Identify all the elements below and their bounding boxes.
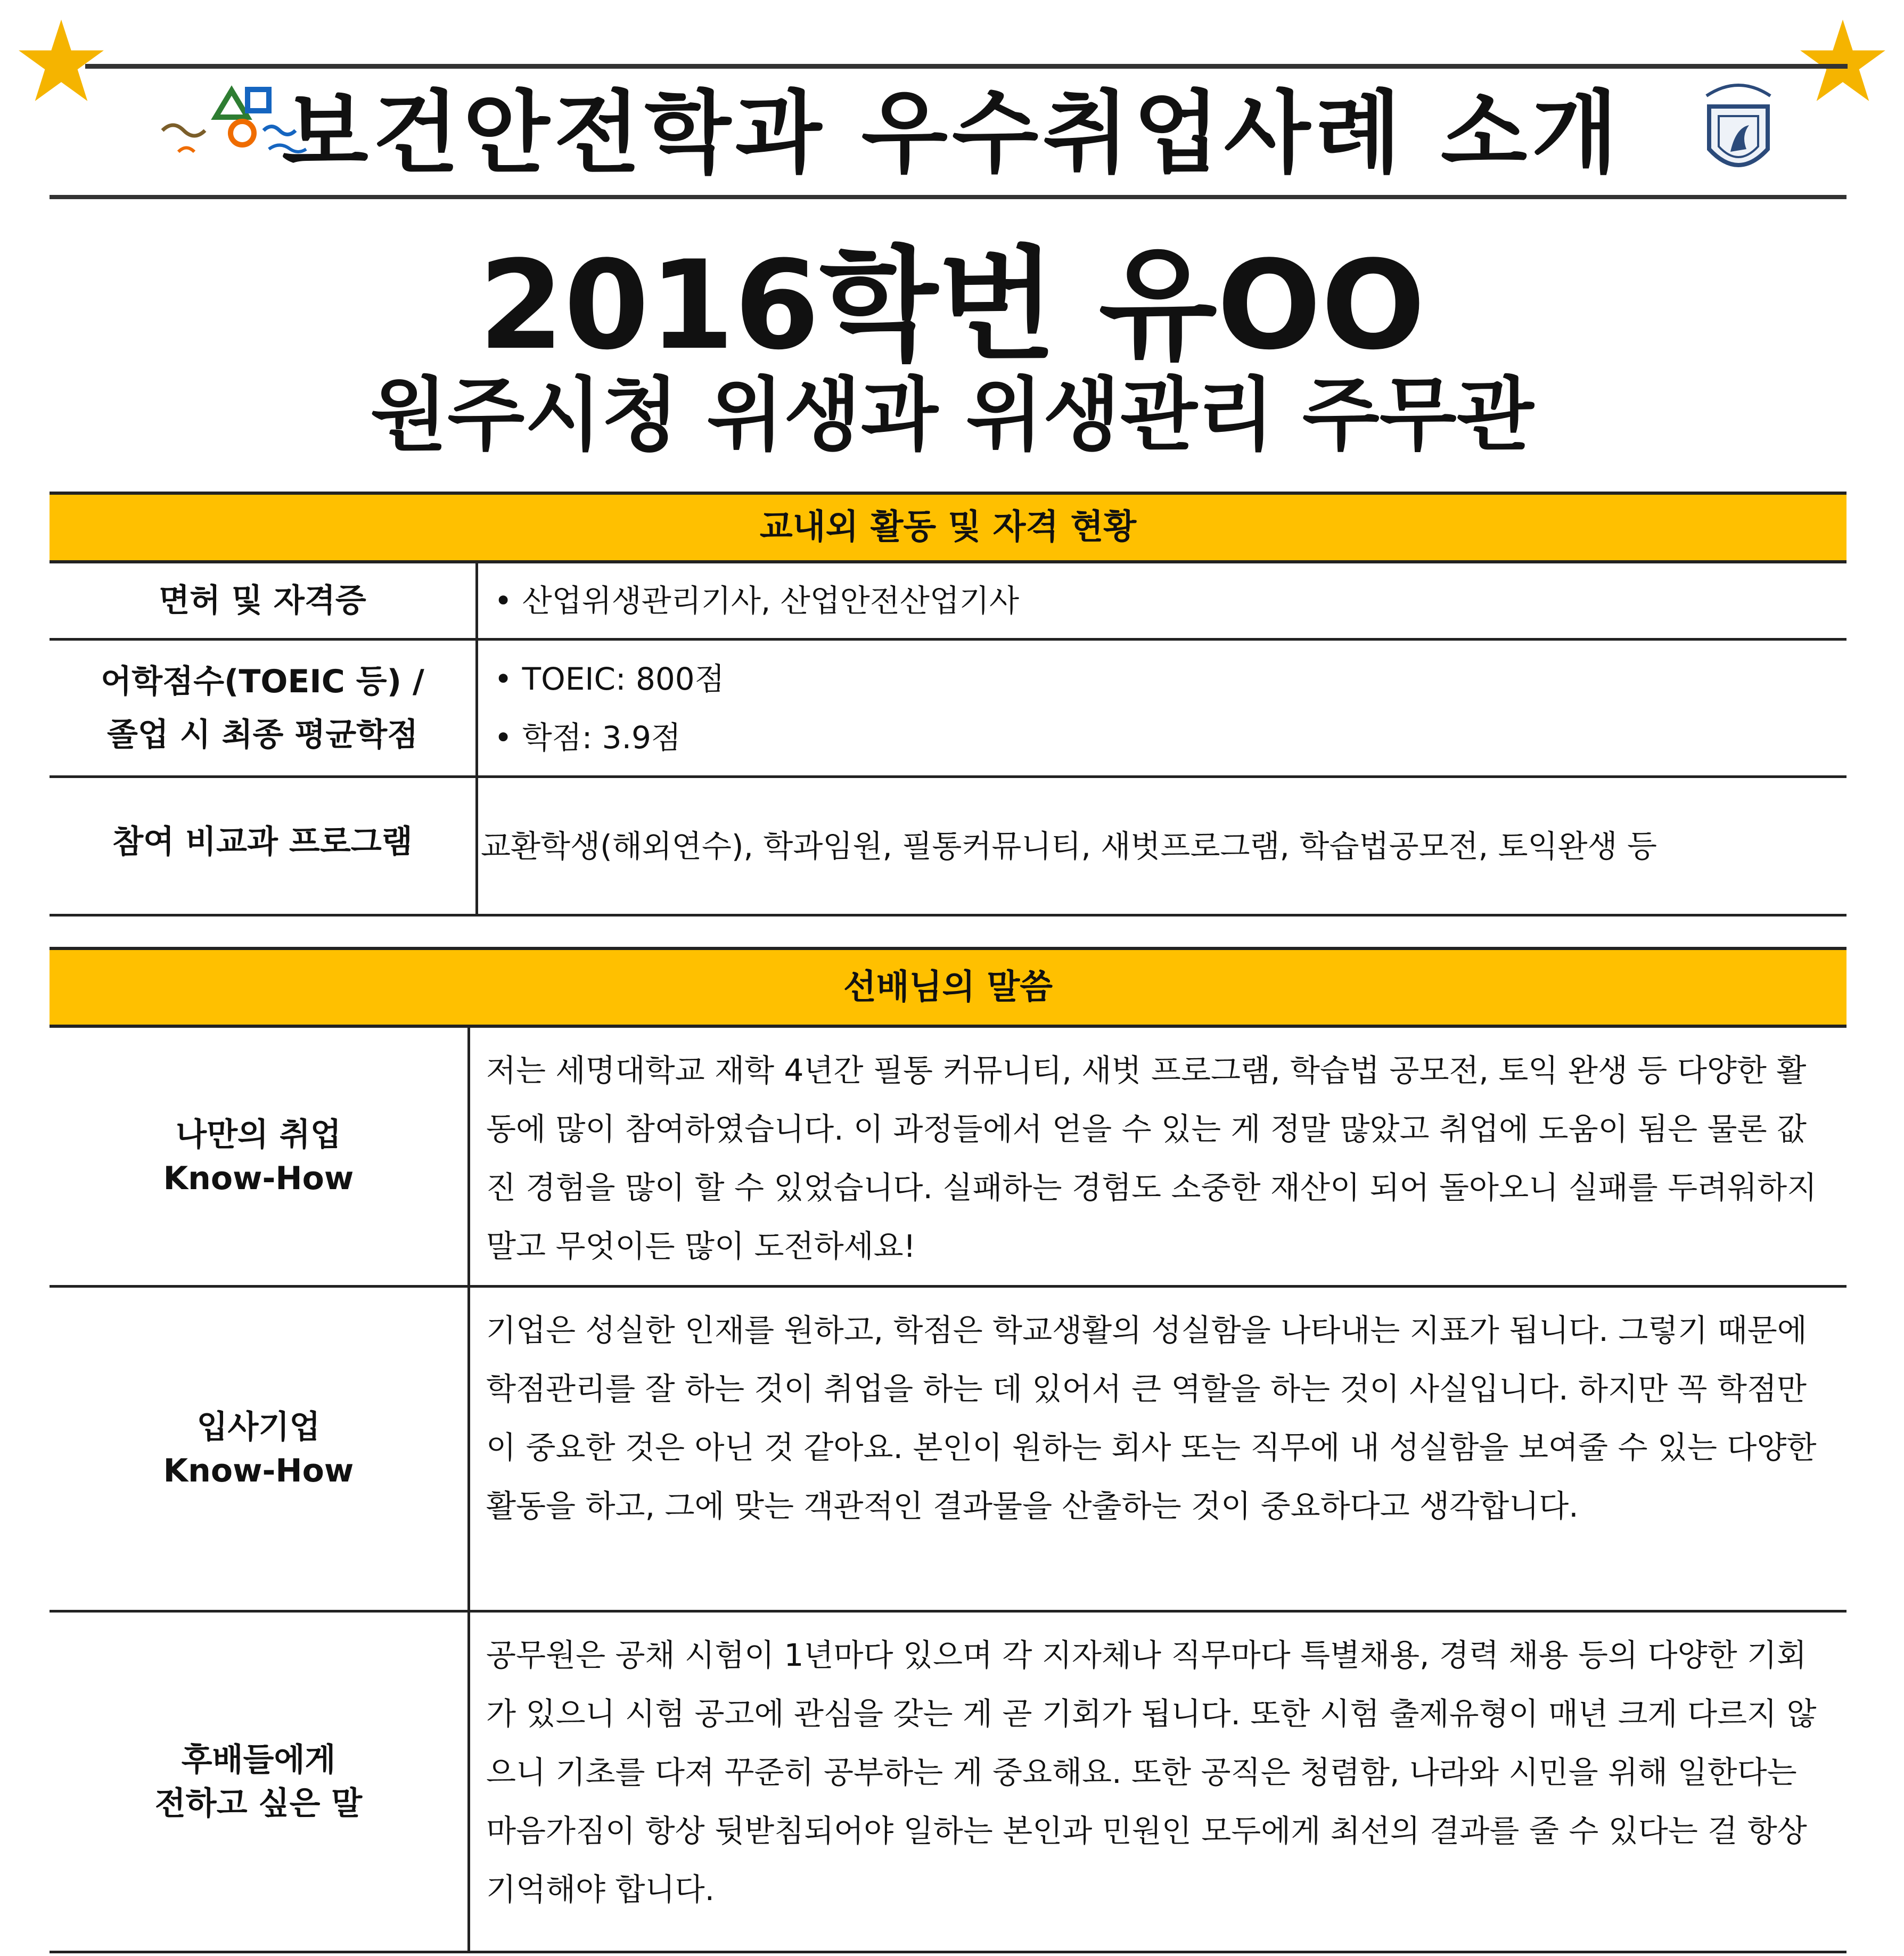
activities-heading: 교내외 활동 및 자격 현황: [50, 492, 1846, 563]
row-label-line: 전하고 싶은 말: [154, 1785, 363, 1822]
row-value-line: 교환학생(해외연수), 학과임원, 필통커뮤니티, 새벗프로그램, 학습법공모전, 토익완생 등: [481, 828, 1657, 864]
row-label: [50, 1028, 470, 1285]
row-value-line: 마음가짐이 항상 뒷받침되어야 일하는 본인과 민원인 모두에게 최선의 결과를 줄 수 있다는 걸 항상: [486, 1813, 1807, 1849]
row-value: [478, 563, 1846, 638]
row-value-line: 가 있으니 시험 공고에 관심을 갖는 게 곧 기회가 됩니다. 또한 시험 출제유형이 매년 크게 다르지 않: [486, 1696, 1817, 1732]
row-label-line: 나만의 취업: [176, 1116, 341, 1153]
row-label: 면허 및 자격증: [50, 563, 478, 638]
row-value-line: 학점관리를 잘 하는 것이 취업을 하는 데 있어서 큰 역할을 하는 것이 사실입니다. 하지만 꼭 학점만: [486, 1371, 1807, 1407]
row-value-line: 기억해야 합니다.: [486, 1871, 715, 1908]
row-value-line: 진 경험을 많이 할 수 있었습니다. 실패하는 경험도 소중한 재산이 되어 돌아오니 실패를 두려워하지: [486, 1169, 1817, 1206]
row-value-line: 이 중요한 것은 아닌 것 같아요. 본인이 원하는 회사 또는 직무에 내 성실함을 보여줄 수 있는 다양한: [486, 1429, 1817, 1466]
row-value: [470, 1613, 1846, 1951]
advice-heading: 선배님의 말씀: [50, 947, 1846, 1028]
row-value-line: 말고 무엇이든 많이 도전하세요!: [486, 1228, 916, 1264]
row-value-line: 저는 세명대학교 재학 4년간 필통 커뮤니티, 새벗 프로그램, 학습법 공모전, 토익 완생 등 다양한 활: [486, 1052, 1807, 1089]
row-label: [50, 1613, 470, 1951]
table-row: [50, 778, 1846, 916]
row-label: [50, 1288, 470, 1610]
row-value-line: • 학점: 3.9점: [494, 719, 681, 756]
row-value: [470, 1288, 1846, 1610]
row-value-line: 기업은 성실한 인재를 원하고, 학점은 학교생활의 성실함을 나타내는 지표가 됩니다. 그렇기 때문에: [486, 1312, 1807, 1348]
row-value: [470, 1028, 1846, 1285]
row-label: 참여 비교과 프로그램: [50, 778, 478, 914]
header-rule-top: [85, 64, 1848, 69]
row-value: [478, 778, 1846, 914]
row-label-line: 입사기업: [196, 1408, 321, 1446]
row-value: [478, 641, 1846, 775]
table-row: [50, 641, 1846, 778]
row-label-line: Know-How: [163, 1159, 354, 1197]
table-row: [50, 563, 1846, 641]
page-title: 보건안전학과 우수취업사례 소개: [282, 81, 1622, 185]
activities-section: [50, 492, 1846, 916]
header-rule-bottom: [50, 195, 1846, 199]
table-row: [50, 1613, 1846, 1953]
table-row: [50, 1288, 1846, 1613]
row-label-line: 졸업 시 최종 평균학점: [106, 716, 418, 754]
row-value-line: • 산업위생관리기사, 산업안전산업기사: [494, 583, 1019, 619]
row-label-line: 어학점수(TOEIC 등) /: [101, 662, 424, 700]
row-label-line: 후배들에게: [181, 1741, 336, 1779]
table-row: [50, 1028, 1846, 1288]
row-value-line: 으니 기초를 다져 꾸준히 공부하는 게 중요해요. 또한 공직은 청렴함, 나라와 시민을 위해 일한다는: [486, 1754, 1797, 1790]
row-value-line: 공무원은 공채 시험이 1년마다 있으며 각 지자체나 직무마다 특별채용, 경력 채용 등의 다양한 기회: [486, 1637, 1807, 1673]
row-value-line: 동에 많이 참여하였습니다. 이 과정들에서 얻을 수 있는 게 정말 많았고 취업에 도움이 됨은 물론 값: [486, 1111, 1807, 1147]
graduate-name: 2016학번 유OO: [479, 235, 1425, 377]
advice-section: [50, 947, 1846, 1953]
row-value-line: • TOEIC: 800점: [494, 660, 725, 697]
row-label-line: Know-How: [163, 1452, 354, 1489]
row-value-line: 활동을 하고, 그에 맞는 객관적인 결과물을 산출하는 것이 중요하다고 생각합니다.: [486, 1488, 1579, 1524]
row-label: [50, 641, 478, 775]
graduate-position: 원주시청 위생과 위생관리 주무관: [370, 369, 1534, 462]
